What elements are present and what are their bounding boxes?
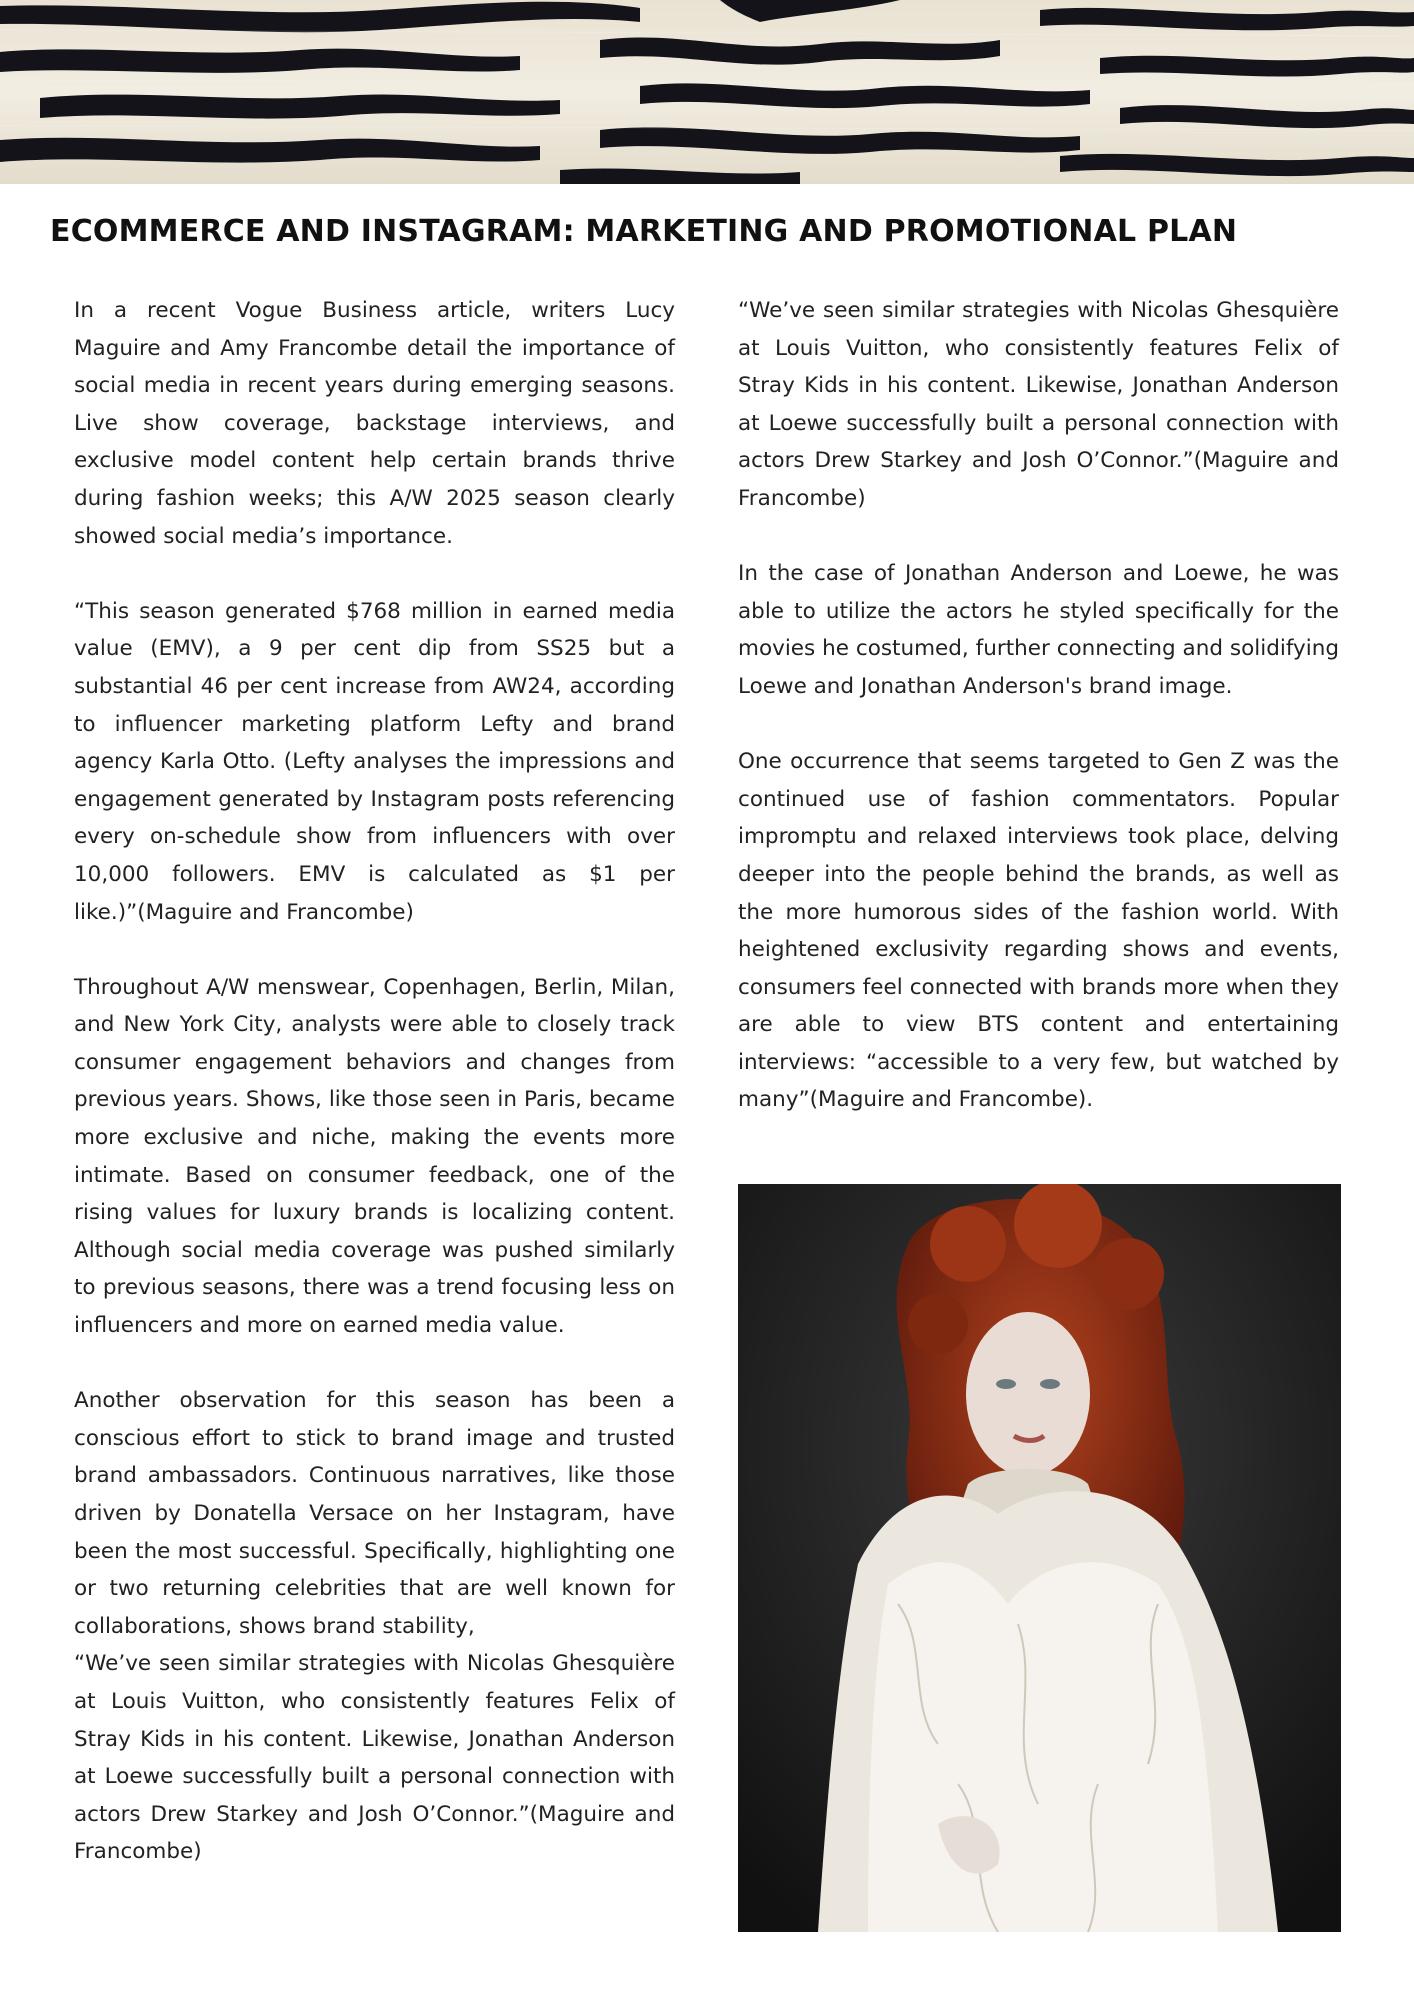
left-paragraph-3: Throughout A/W menswear, Copenhagen, Berlin, Milan, and New York City, analysts were able to closely track consumer engagement behaviors and changes from previous years. Shows, like those seen in Paris, became more exclusive and niche, making the events more intimate. Based on consumer feedback, one of the rising values for luxury brands is localizing content. Although social media coverage was pushed similarly to previous seasons, there was a trend focusing less on influencers and more on earned media value. xyxy=(74,974,675,1339)
left-paragraph-1: In a recent Vogue Business article, writers Lucy Maguire and Amy Francombe detail the importance of social media in recent years during emerging seasons. Live show coverage, backstage interviews, and exclusive model content help certain brands thrive during fashion weeks; this A/W 2025 season clearly showed social media’s importance. xyxy=(74,298,675,549)
fashion-portrait-photo xyxy=(738,1184,1341,1932)
tiger-stripe-icon xyxy=(0,0,1414,184)
right-paragraph-2: In the case of Jonathan Anderson and Loewe, he was able to utilize the actors he styled specifically for the movies he costumed, further connecting and solidifying Loewe and Jonathan Anderson's brand image. xyxy=(738,561,1339,699)
tiger-stripe-banner xyxy=(0,0,1414,184)
right-paragraph-1: “We’ve seen similar strategies with Nicolas Ghesquière at Louis Vuitton, who consistently features Felix of Stray Kids in his content. Likewise, Jonathan Anderson at Loewe successfully built a personal connection with actors Drew Starkey and Josh O’Connor.”(Maguire and Francombe) xyxy=(738,298,1339,511)
page-title: ECOMMERCE AND INSTAGRAM: MARKETING AND PROMOTIONAL PLAN xyxy=(50,214,1238,249)
left-paragraph-2: “This season generated $768 million in earned media value (EMV), a 9 per cent dip from SS25 but a substantial 46 per cent increase from AW24, according to influencer marketing platform Lefty and brand agency Karla Otto. (Lefty analyses the impressions and engagement generated by Instagram posts referencing every on-schedule show from influencers with over 10,000 followers. EMV is calculated as $1 per like.)”(Maguire and Francombe) xyxy=(74,598,675,925)
left-paragraph-5: “We’ve seen similar strategies with Nicolas Ghesquière at Louis Vuitton, who consistently features Felix of Stray Kids in his content. Likewise, Jonathan Anderson at Loewe successfully built a personal connection with actors Drew Starkey and Josh O’Connor.”(Maguire and Francombe) xyxy=(74,1651,675,1865)
right-paragraph-3: One occurrence that seems targeted to Gen Z was the continued use of fashion commentators. Popular impromptu and relaxed interviews took place, delving deeper into the people behind the brands, as well as the more humorous sides of the fashion world. With heightened exclusivity regarding shows and events, consumers feel connected with brands more when they are able to view BTS content and entertaining interviews: “accessible to a very few, but watched by many”(Maguire and Francombe). xyxy=(738,749,1339,1113)
left-column xyxy=(74,292,675,1871)
right-column xyxy=(738,292,1339,1119)
portrait-icon xyxy=(738,1184,1341,1932)
left-paragraph-4: Another observation for this season has been a conscious effort to stick to brand image and trusted brand ambassadors. Continuous narratives, like those driven by Donatella Versace on her Instagram, have been the most successful. Specifically, highlighting one or two returning celebrities that are well known for collaborations, shows brand stability, xyxy=(74,1388,675,1639)
